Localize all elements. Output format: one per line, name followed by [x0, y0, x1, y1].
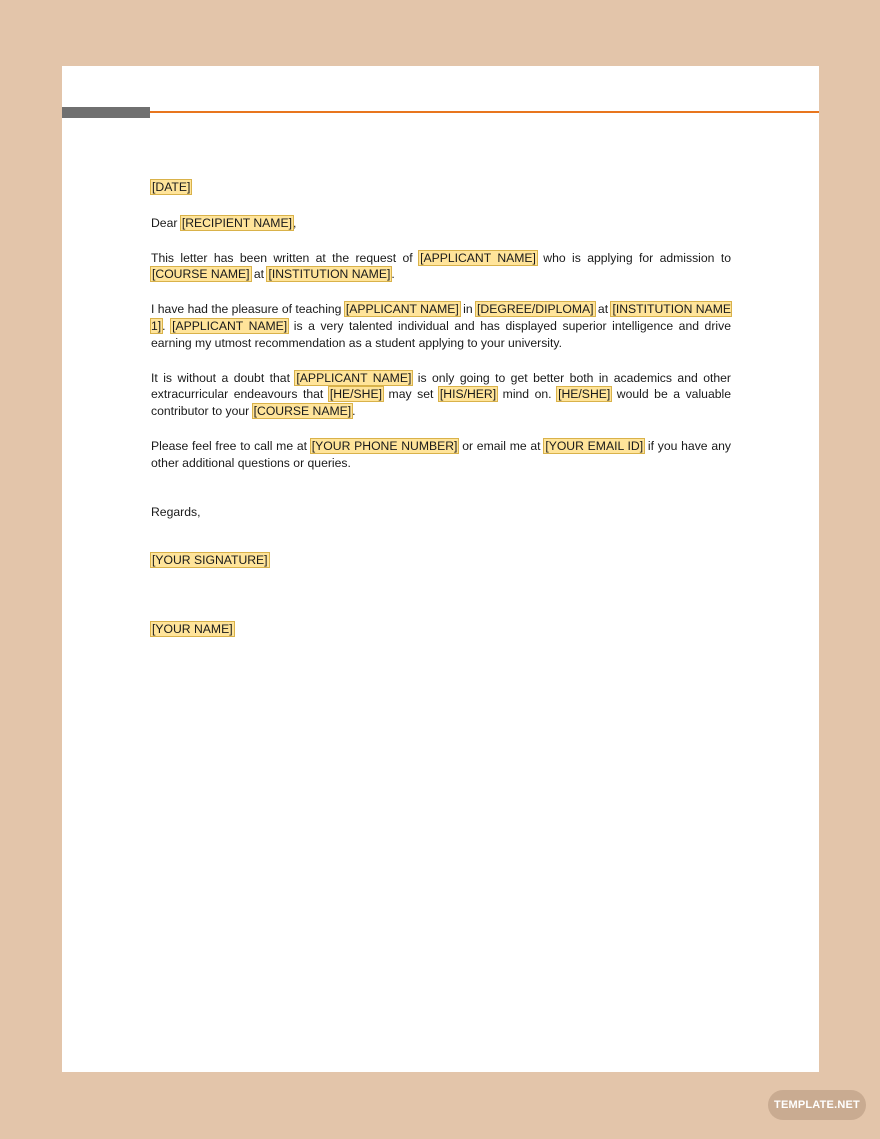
p3-text-4: mind on.: [497, 387, 558, 402]
paragraph-1: [151, 250, 731, 284]
date-line: [151, 179, 731, 196]
institution-name-1-placeholder: [INSTITUTION NAME 1]: [151, 302, 731, 333]
signature-placeholder: [YOUR SIGNATURE]: [152, 553, 268, 568]
signature-line: [151, 552, 731, 569]
p3-text-2: is only going to get better both in academics and other extracurricular endeavours that: [151, 370, 731, 402]
p2-text-2: in: [459, 302, 477, 317]
applicant-name-placeholder: [APPLICANT NAME]: [420, 250, 536, 265]
p2-text-3: at: [594, 302, 612, 317]
letter-body: [151, 179, 731, 656]
p3-text-6: .: [352, 404, 356, 419]
phone-number-placeholder: [YOUR PHONE NUMBER]: [311, 438, 458, 453]
p2-text-5: is a very talented individual and has displayed superior intelligence and drive earning my utmost recommendation as a student applying to your university.: [151, 318, 731, 350]
salutation-suffix: ,: [292, 215, 297, 230]
applicant-name-placeholder: [APPLICANT NAME]: [296, 370, 412, 385]
your-name-placeholder: [YOUR NAME]: [152, 622, 233, 637]
p1-text-1: This letter has been written at the request of: [151, 250, 420, 265]
salutation-line: [151, 215, 731, 232]
applicant-name-placeholder: [APPLICANT NAME]: [345, 302, 459, 317]
p1-text-4: .: [391, 267, 395, 282]
p3-text-1: It is without a doubt that: [151, 370, 296, 385]
course-name-placeholder: [COURSE NAME]: [253, 404, 352, 419]
date-placeholder: [DATE]: [152, 180, 191, 194]
recipient-name-placeholder: [RECIPIENT NAME]: [181, 215, 292, 230]
closing-regards: Regards,: [151, 504, 201, 519]
course-name-placeholder: [COURSE NAME]: [152, 267, 250, 282]
p1-text-3: at: [250, 267, 268, 282]
applicant-name-placeholder: [APPLICANT NAME]: [172, 318, 288, 333]
p2-text-1: I have had the pleasure of teaching: [151, 302, 345, 317]
header-orange-rule: [150, 111, 819, 113]
he-she-placeholder: [HE/SHE]: [329, 387, 382, 402]
paragraph-3: [151, 370, 731, 420]
institution-name-placeholder: [INSTITUTION NAME]: [268, 267, 391, 282]
template-net-watermark: TEMPLATE.NET: [768, 1090, 866, 1120]
p3-text-5: would be a valuable contributor to your: [151, 387, 731, 419]
his-her-placeholder: [HIS/HER]: [439, 387, 497, 402]
name-line: [151, 621, 731, 638]
header-gray-bar: [62, 107, 150, 118]
paragraph-4: [151, 438, 731, 472]
p4-text-1: Please feel free to call me at: [151, 438, 311, 453]
p1-text-2: who is applying for admission to: [536, 250, 731, 265]
p4-text-3: if you have any other additional questions or queries.: [151, 438, 731, 470]
degree-diploma-placeholder: [DEGREE/DIPLOMA]: [477, 302, 594, 317]
salutation-prefix: Dear: [151, 215, 181, 230]
p2-text-4: .: [162, 318, 172, 333]
he-she-placeholder: [HE/SHE]: [558, 387, 611, 402]
paragraph-2: [151, 301, 731, 351]
letter-page: [62, 66, 819, 1072]
p4-text-2: or email me at: [458, 438, 545, 453]
email-id-placeholder: [YOUR EMAIL ID]: [545, 438, 644, 453]
p3-text-3: may set: [383, 387, 439, 402]
